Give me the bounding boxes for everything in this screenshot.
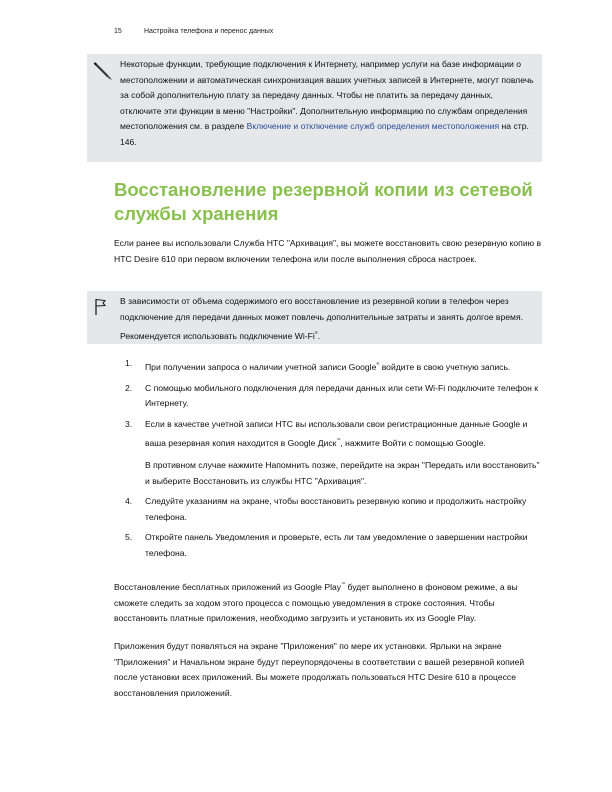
step-text: Следуйте указаниям на экране, чтобы восстановить резервную копию и продолжить настройку телефона. <box>145 496 527 522</box>
note-text-after-link: на стр. 146. <box>120 121 529 147</box>
note-data-end: . <box>317 331 321 342</box>
step-item <box>114 381 544 412</box>
step-number: 4. <box>125 496 133 507</box>
trademark-mark: ® <box>376 361 380 366</box>
restore-steps-list <box>114 356 544 567</box>
step-item <box>114 356 544 376</box>
page-number: 15 <box>114 28 122 35</box>
step-item <box>114 494 544 525</box>
step-item <box>114 417 544 489</box>
step-text-cont: войдите в свою учетную запись. <box>379 362 511 372</box>
note-internet-charges <box>87 54 542 162</box>
apps-restore-paragraph <box>114 576 544 627</box>
apps-text-cont: будет выполнено в фоновом режиме, а вы сможете следить за ходом этого процесса с помощью уведомления в строке состояния. Чтобы восстановить платные приложения, необходимо загрузить и установить их из Google Play. <box>114 582 518 624</box>
step-item <box>114 530 544 561</box>
page-header <box>114 28 273 35</box>
step-text: При получении запроса о наличии учетной записи Google <box>145 362 377 372</box>
step-text-cont: , нажмите Войти с помощью Google. <box>340 438 486 449</box>
step-text: Откройте панель Уведомления и проверьте, есть ли там уведомление о завершении настройки телефона. <box>145 532 528 558</box>
shortcuts-paragraph: Приложения будут появляться на экране "Приложения" по мере их установки. Ярлыки на экране "Приложения" и Начальном экране будут переупорядочены в соответствии с вашей резервной копией после установки всех приложений. Вы можете продолжать пользоваться HTC Desire 610 в процессе восстановления приложений. <box>114 641 525 698</box>
step-subparagraph: В противном случае нажмите Напомнить позже, перейдите на экран "Передать или восстановить" и выберите Восстановить из службы HTC "Архивация". <box>145 459 540 486</box>
step-number: 3. <box>125 418 133 429</box>
step-text: С помощью мобильного подключения для передачи данных или сети Wi-Fi подключите телефон к Интернету. <box>145 382 539 409</box>
step-number: 2. <box>125 382 133 393</box>
step-number: 1. <box>125 358 133 368</box>
trademark-mark: ® <box>314 330 318 336</box>
apps-text: Восстановление бесплатных приложений из Google Play <box>114 582 342 592</box>
note-data-costs <box>87 291 542 344</box>
trademark-mark: ™ <box>336 437 341 443</box>
note-text-before-link: Некоторые функции, требующие подключения к Интернету, например услуги на базе информации о местоположении и автоматическая синхронизация ваших учетных записей в Интернете, могут повлечь за собой дополнительную плату за передачу данных. Чтобы не платить за передачу данных, отключите эти функции в меню "Настройки". Дополнительную информацию по службам определения местоположения см. в разделе <box>120 59 534 132</box>
step-number: 5. <box>125 532 133 543</box>
trademark-mark: ™ <box>341 581 346 586</box>
chapter-title: Настройка телефона и перенос данных <box>143 28 274 35</box>
section-title: Восстановление резервной копии из сетевой службы хранения <box>114 179 533 224</box>
flag-icon <box>93 297 109 322</box>
step-text: Если в качестве учетной записи HTC вы использовали свои регистрационные данные Google и ваша резервная копия находится в Google Диск <box>145 418 528 449</box>
note-text <box>120 294 534 345</box>
note-data-text: В зависимости от объема содержимого его восстановление из резервной копии в телефон через подключение для передачи данных может повлечь дополнительные затраты и занять долгое время. Рекомендуется использовать подключение Wi-Fi <box>120 296 523 342</box>
note-text <box>120 57 534 151</box>
location-services-link[interactable]: Включение и отключение служб определения местоположения <box>246 121 500 132</box>
pencil-icon <box>93 60 115 87</box>
intro-paragraph: Если ранее вы использовали Служба HTC "Архивация", вы можете восстановить свою резервную копию в HTC Desire 610 при первом включении телефона или после выполнения сброса настроек. <box>114 238 542 264</box>
